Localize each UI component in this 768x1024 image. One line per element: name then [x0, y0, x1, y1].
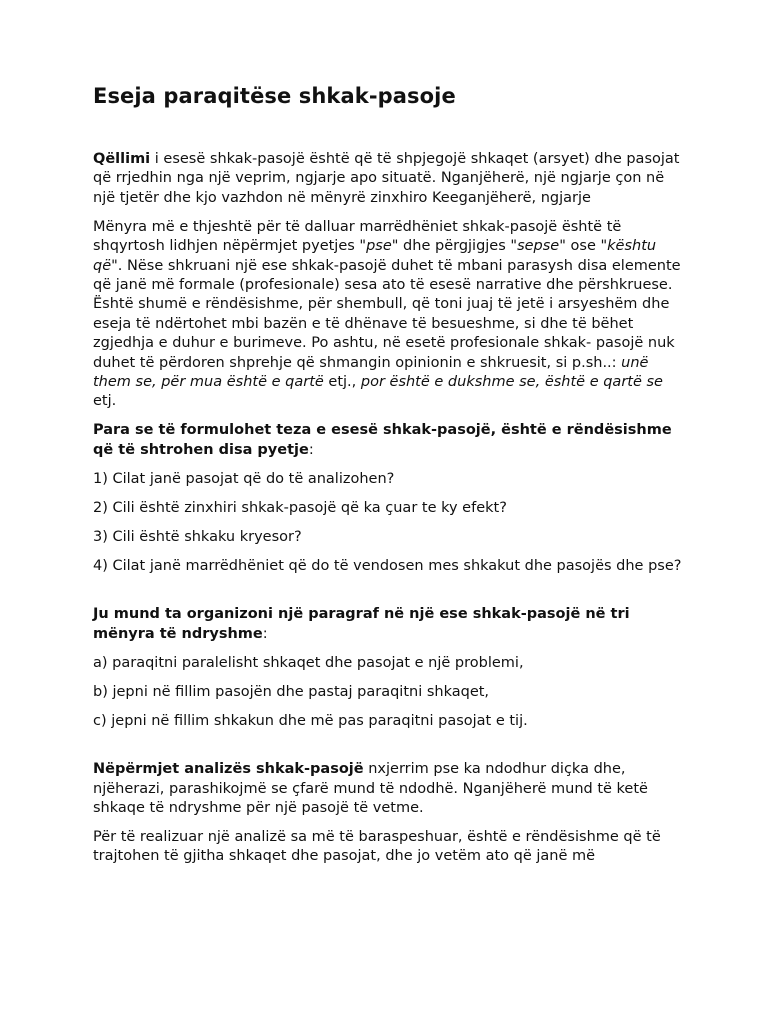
- italic-term: sepse: [517, 238, 560, 255]
- document-title: Eseja paraqitëse shkak-pasoje: [93, 84, 456, 108]
- paragraph-method: [93, 218, 683, 412]
- paragraph-text: :: [308, 441, 314, 458]
- italic-term: unë them se, për mua është e qartë: [93, 354, 649, 391]
- list-item: b) jepni në fillim pasojën dhe pastaj paraqitni shkaqet,: [93, 683, 490, 700]
- paragraph-text: Mënyra më e thjeshtë për të dalluar marrëdhëniet shkak-pasojë është të shqyrtosh lidhjen nëpërmjet pyetjes ": [93, 218, 622, 255]
- paragraph-text: " dhe përgjigjes ": [391, 238, 518, 255]
- paragraph-text: " ose ": [559, 238, 608, 255]
- list-item: 2) Cili është zinxhiri shkak-pasojë që ka çuar te ky efekt?: [93, 499, 507, 516]
- paragraph-organize: [93, 605, 683, 644]
- italic-term: pse: [366, 238, 392, 255]
- list-item: a) paraqitni paralelisht shkaqet dhe pasojat e një problemi,: [93, 654, 524, 671]
- bold-lead: Qëllimi: [93, 151, 151, 167]
- italic-term: por është e dukshme se, është e qartë se: [360, 374, 663, 391]
- bold-lead: Nëpërmjet analizës shkak-pasojë: [93, 761, 364, 778]
- paragraph-analysis: [93, 760, 683, 818]
- paragraph-text: i esesë shkak-pasojë është që të shpjegojë shkaqet (arsyet) dhe pasojat që rrjedhin nga një veprim, ngjarje apo situatë. Nganjëherë, një ngjarje çon në një tjetër dhe kjo vazhdon në mënyrë zinxhiro Keeganjëherë, ngjarje: [93, 151, 680, 206]
- paragraph-thesis-questions: [93, 421, 683, 460]
- paragraph-balance: Për të realizuar një analizë sa më të baraspeshuar, është e rëndësishme që të trajtohen të gjitha shkaqet dhe pasojat, dhe jo vetëm ato që janë më: [93, 828, 661, 865]
- document-body: [93, 150, 683, 876]
- paragraph-text: ". Nëse shkruani një ese shkak-pasojë duhet të mbani parasysh disa elemente që janë më formale (profesionale) sesa ato të esesë narrative dhe përshkruese. Është shumë e rëndësishme, për shembull, që toni juaj të jetë i arsyeshëm dhe eseja të ndërtohet mbi bazën e të dhënave të besueshme, si dhe të bëhet zgjedhja e duhur e burimeve. Po ashtu, në esetë profesionale shkak- pasojë nuk duhet të përdoren shprehje që shmangin opinionin e shkruesit, si p.sh..:: [93, 257, 681, 371]
- list-item: 4) Cilat janë marrëdhëniet që do të vendosen mes shkakut dhe pasojës dhe pse?: [93, 557, 682, 574]
- italic-term: kështu që: [93, 238, 657, 274]
- bold-lead: Para se të formulohet teza e esesë shkak-pasojë, është e rëndësishme që të shtrohen disa pyetje: [93, 422, 672, 458]
- list-item: 3) Cili është shkaku kryesor?: [93, 528, 302, 545]
- paragraph-purpose: [93, 150, 683, 208]
- list-item: c) jepni në fillim shkakun dhe më pas paraqitni pasojat e tij.: [93, 712, 528, 729]
- paragraph-text: nxjerrim pse ka ndodhur diçka dhe, njëherazi, parashikojmë se çfarë mund të ndodhë. Nganjëherë mund të ketë shkaqe të ndryshme për një pasojë të vetme.: [93, 761, 648, 816]
- bold-lead: Ju mund ta organizoni një paragraf në një ese shkak-pasojë në tri mënyra të ndryshme: [93, 606, 630, 642]
- list-item: 1) Cilat janë pasojat që do të analizohen?: [93, 470, 395, 487]
- paragraph-text: etj.: [93, 393, 117, 410]
- paragraph-text: etj.,: [323, 374, 361, 391]
- paragraph-text: :: [262, 625, 268, 642]
